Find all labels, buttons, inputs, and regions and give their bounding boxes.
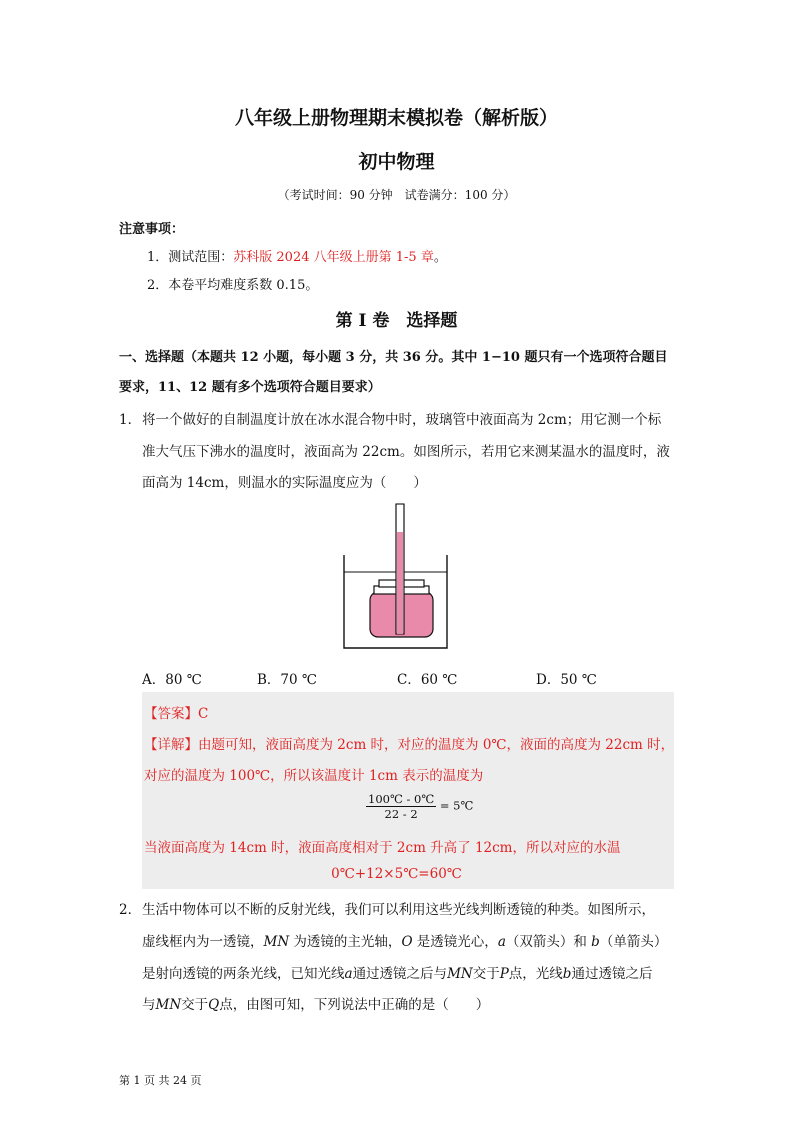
note-item-1: 1．测试范围：苏科版 2024 八年级上册第 1-5 章。 xyxy=(147,250,447,265)
section-title: 第 I 卷 选择题 xyxy=(335,311,458,331)
q1-detail-line1: 【详解】由题可知，液面高度为 2cm 时，对应的温度为 0℃，液面的高度为 22cm 时， xyxy=(144,737,675,753)
q2-number: 2． xyxy=(119,902,142,918)
q2-line1: 生活中物体可以不断的反射光线，我们可以利用这些光线判断透镜的种类。如图所示， xyxy=(142,902,655,918)
option-a: A．80 ℃ xyxy=(142,672,202,688)
q1-line1: 将一个做好的自制温度计放在冰水混合物中时，玻璃管中液面高为 2cm；用它测一个标 xyxy=(142,412,662,428)
option-d: D．50 ℃ xyxy=(536,672,597,688)
tube-liquid xyxy=(397,532,403,634)
q1-detail-line2: 对应的温度为 100℃，所以该温度计 1cm 表示的温度为 xyxy=(144,768,484,784)
thermometer-figure xyxy=(340,500,450,652)
formula-result: = 5℃ xyxy=(439,798,474,813)
answer-box xyxy=(142,692,674,889)
page-footer: 第 1 页 共 24 页 xyxy=(119,1074,202,1087)
q1-detail-line3: 当液面高度为 14cm 时，液面高度相对于 2cm 升高了 12cm，所以对应的水温 xyxy=(144,840,621,856)
formula-numerator: 100℃ - 0℃ xyxy=(368,792,435,806)
formula-fraction xyxy=(366,792,436,821)
q1-detail-result: 0℃+12×5℃=60℃ xyxy=(331,866,462,882)
q1-line2: 准大气压下沸水的温度时，液面高为 22cm。如图所示，若用它来测某温水的温度时，液 xyxy=(142,444,670,460)
exam-info: （考试时间：90 分钟 试卷满分：100 分） xyxy=(277,188,516,202)
note-item-2: 2．本卷平均难度系数 0.15。 xyxy=(147,278,319,293)
q1-line3: 面高为 14cm，则温水的实际温度应为（ ） xyxy=(142,475,427,491)
part-heading-line2: 要求，11、12 题有多个选项符合题目要求） xyxy=(119,380,381,395)
page-title: 八年级上册物理期末模拟卷（解析版） xyxy=(234,107,558,129)
notes-heading: 注意事项： xyxy=(119,222,185,237)
q1-answer: 【答案】C xyxy=(144,706,209,722)
q2-line4: 与MN交于Q点，由图可知，下列说法中正确的是（ ） xyxy=(142,997,490,1013)
option-b: B．70 ℃ xyxy=(257,672,317,688)
q1-formula xyxy=(366,792,473,821)
q2-line2: 虚线框内为一透镜，MN 为透镜的主光轴，O 是透镜光心，a（双箭头）和 b（单箭头） xyxy=(142,934,668,950)
part-heading-line1: 一、选择题（本题共 12 小题，每小题 3 分，共 36 分。其中 1−10 题只有一个选项符合题目 xyxy=(119,350,668,365)
test-scope: 苏科版 2024 八年级上册第 1-5 章 xyxy=(233,250,434,265)
q2-line3: 是射向透镜的两条光线，已知光线a通过透镜之后与MN交于P点，光线b通过透镜之后 xyxy=(142,966,653,982)
formula-denominator: 22 - 2 xyxy=(384,807,418,821)
q1-number: 1． xyxy=(119,412,142,428)
option-c: C．60 ℃ xyxy=(397,672,458,688)
subject-title: 初中物理 xyxy=(358,151,435,173)
detail-label: 【详解】 xyxy=(144,737,198,753)
